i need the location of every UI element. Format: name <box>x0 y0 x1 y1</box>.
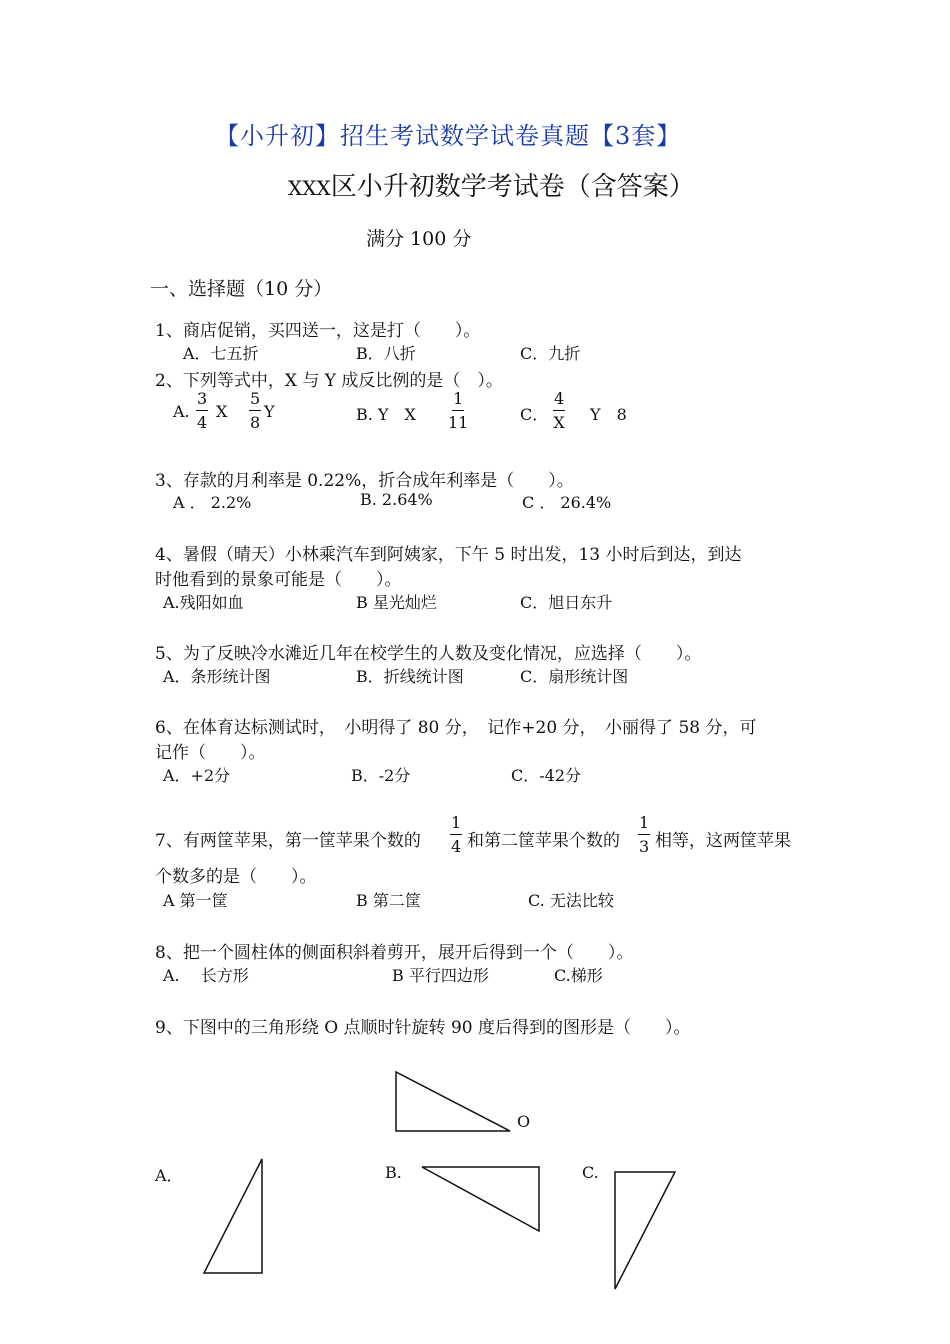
q2-option-a-label: A. <box>173 402 190 421</box>
q1-option-a: A．七五折 <box>183 344 259 363</box>
q7-option-b: B 第二筐 <box>356 891 421 910</box>
fraction-numerator: 4 <box>553 391 565 411</box>
full-score: 满分 100 分 <box>366 228 472 250</box>
q3-option-c: C ． 26.4% <box>522 493 612 512</box>
banner-title: 【小升初】招生考试数学试卷真题【3套】 <box>215 122 682 150</box>
question-7-stem-part-1: 7、有两筐苹果，第一筐苹果个数的 <box>155 831 421 851</box>
q3-option-a: A ． 2.2% <box>173 493 252 512</box>
question-7-stem-part-3: 相等，这两筐苹果 <box>655 831 791 851</box>
question-2-stem: 2、下列等式中，X 与 Y 成反比例的是（ ）。 <box>155 371 503 391</box>
question-4-stem-line-2: 时他看到的景象可能是（ ）。 <box>155 570 402 590</box>
q9-option-b: B. <box>385 1163 402 1182</box>
q5-option-a: A．条形统计图 <box>163 667 271 686</box>
q8-option-b: B 平行四边形 <box>392 966 489 985</box>
question-5-stem: 5、为了反映冷水滩近几年在校学生的人数及变化情况，应选择（ ）。 <box>155 644 702 664</box>
title-main: 区小升初数学考试卷（含答案） <box>330 172 695 202</box>
q9-option-a: A． <box>155 1166 183 1185</box>
option-b-triangle <box>422 1167 539 1231</box>
question-9-stem: 9、下图中的三角形绕 O 点顺时针旋转 90 度后得到的图形是（ ）。 <box>155 1018 691 1038</box>
question-7-stem-line-2: 个数多的是（ ）。 <box>155 867 317 887</box>
option-c-triangle <box>615 1172 675 1289</box>
fraction-denominator: 4 <box>451 837 462 856</box>
q5-option-b: B．折线统计图 <box>356 667 464 686</box>
q2-option-a-y: Y <box>264 402 275 421</box>
q9-option-c: C. <box>582 1163 599 1182</box>
fraction-numerator: 1 <box>452 391 464 411</box>
option-a-triangle <box>204 1159 262 1273</box>
q8-option-a: A. 长方形 <box>163 966 249 985</box>
fraction-denominator: 11 <box>448 413 469 432</box>
q2-option-b-label: B. Y X <box>356 405 416 424</box>
q7-option-a: A 第一筐 <box>163 891 228 910</box>
question-1-stem: 1、商店促销，买四送一，这是打（ ）。 <box>155 321 481 341</box>
q4-option-c: C．旭日东升 <box>520 593 613 612</box>
fraction-numerator: 3 <box>196 391 208 411</box>
section-heading: 一、选择题（10 分） <box>150 278 333 300</box>
question-4-stem-line-1: 4、暑假（晴天）小林乘汽车到阿姨家，下午 5 时出发，13 小时后到达，到达 <box>155 545 742 565</box>
question-8-stem: 8、把一个圆柱体的侧面积斜着剪开，展开后得到一个（ ）。 <box>155 943 634 963</box>
q4-option-b: B 星光灿烂 <box>356 593 437 612</box>
q8-option-c: C.梯形 <box>554 966 603 985</box>
q5-option-c: C．扇形统计图 <box>520 667 629 686</box>
question-3-stem: 3、存款的月利率是 0.22%，折合成年利率是（ ）。 <box>155 471 574 491</box>
fraction-numerator: 1 <box>450 815 462 835</box>
question-6-stem-line-1: 6、在体育达标测试时， 小明得了 80 分， 记作+20 分， 小丽得了 58 分，可 <box>155 718 757 738</box>
question-6-stem-line-2: 记作（ ）。 <box>155 743 266 763</box>
q7-option-c: C. 无法比较 <box>528 891 614 910</box>
q6-option-a: A．+2分 <box>163 766 231 785</box>
q2-option-a-x: X <box>216 402 228 421</box>
q2-option-c-rest: Y 8 <box>590 405 627 424</box>
rotation-point-label: O <box>517 1112 531 1131</box>
original-triangle <box>396 1072 510 1131</box>
fraction-denominator: X <box>553 413 565 432</box>
fraction-numerator: 5 <box>249 391 261 411</box>
q2-option-c-label: C． <box>520 405 549 424</box>
q6-option-c: C．-42分 <box>511 766 582 785</box>
q4-option-a: A.残阳如血 <box>163 593 244 612</box>
fraction-denominator: 8 <box>250 413 261 432</box>
fraction-denominator: 4 <box>197 413 208 432</box>
title-prefix: XXX <box>288 176 331 200</box>
q1-option-b: B．八折 <box>356 344 416 363</box>
fraction-denominator: 3 <box>639 837 650 856</box>
fraction-numerator: 1 <box>638 815 650 835</box>
question-7-stem-part-2: 和第二筐苹果个数的 <box>467 831 620 851</box>
q6-option-b: B．-2分 <box>351 766 411 785</box>
q1-option-c: C．九折 <box>520 344 581 363</box>
q3-option-b: B. 2.64% <box>360 490 433 509</box>
